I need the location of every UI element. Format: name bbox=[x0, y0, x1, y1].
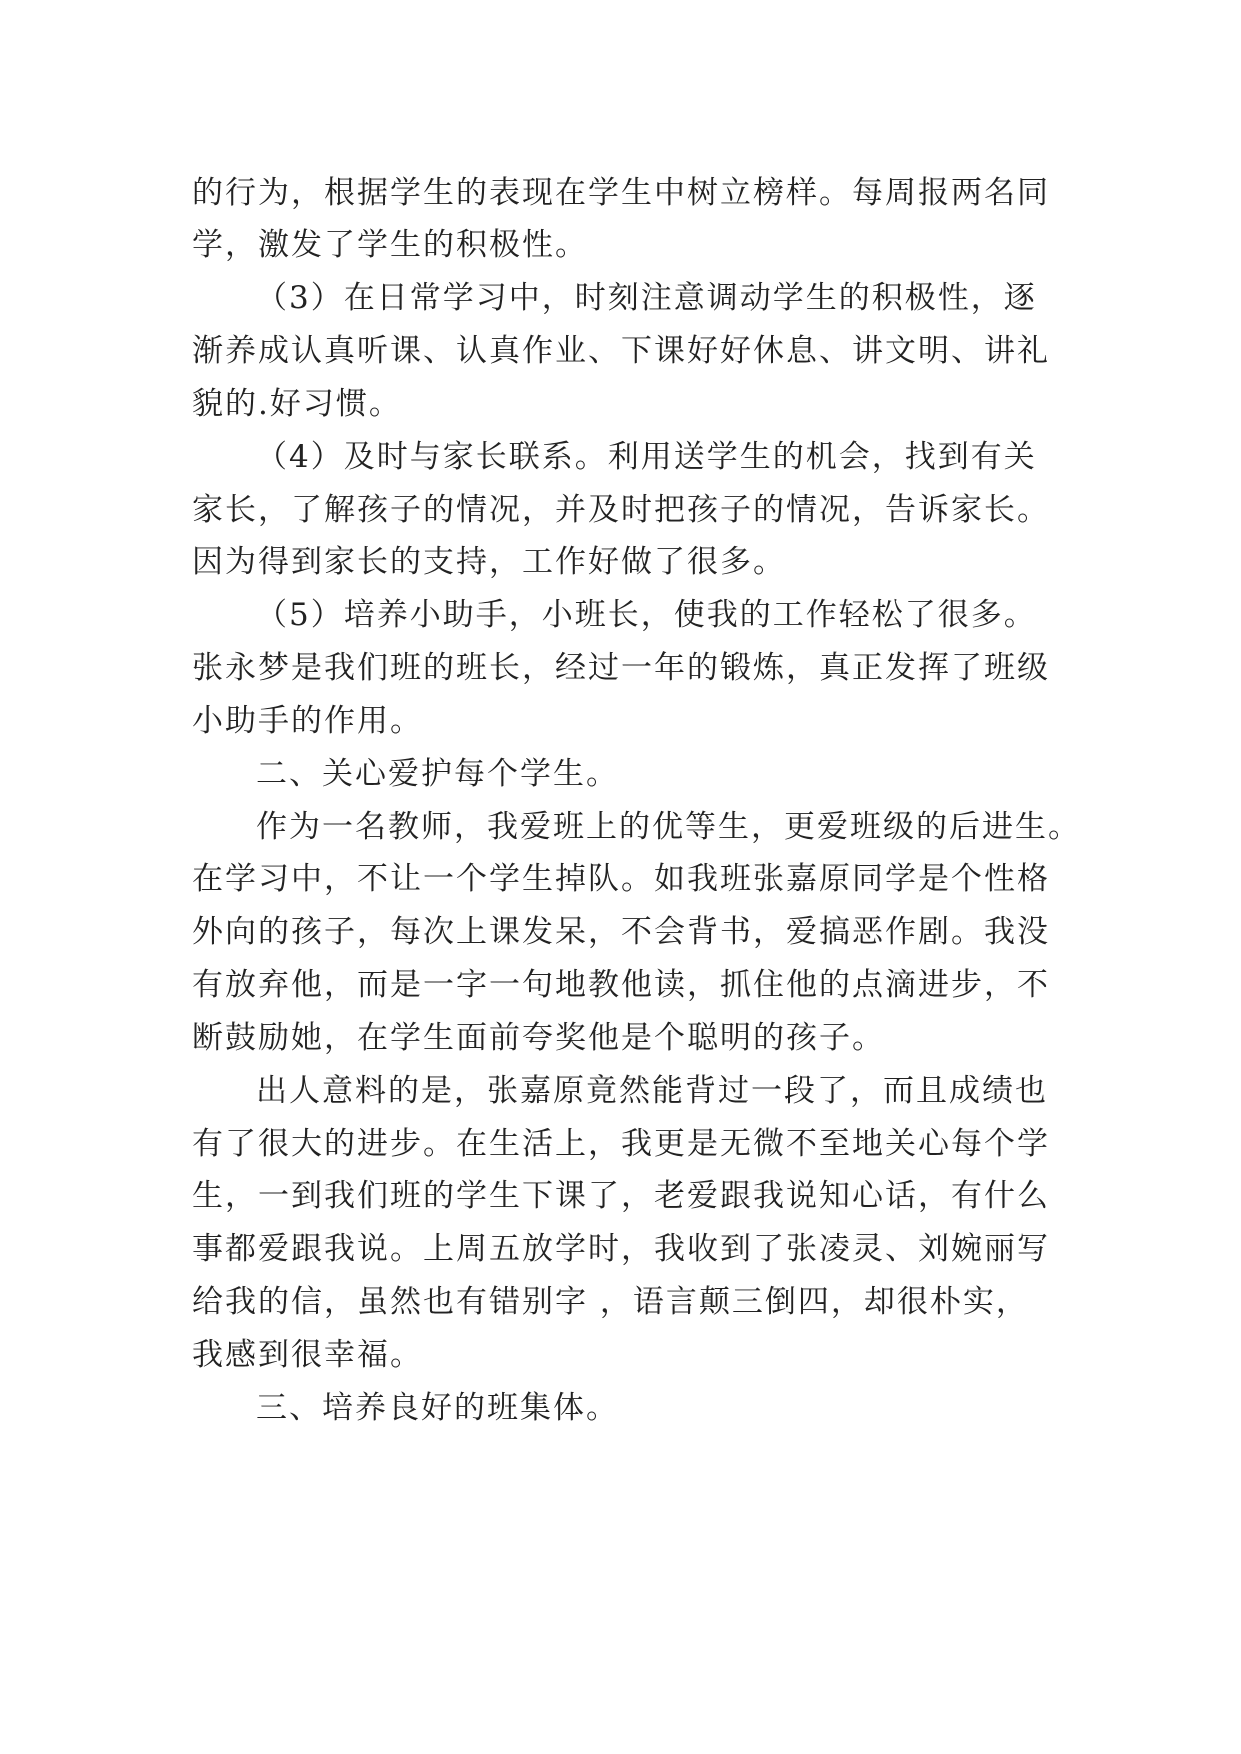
text-line: 学，激发了学生的积极性。 bbox=[192, 227, 588, 263]
text-line: 渐养成认真听课、认真作业、下课好好休息、讲文明、讲礼 bbox=[192, 333, 1050, 369]
paragraph-line: 出人意料的是，张嘉原竟然能背过一段了，而且成绩也 bbox=[256, 1073, 1048, 1109]
text-line: 的行为，根据学生的表现在学生中树立榜样。每周报两名同 bbox=[192, 175, 1050, 211]
text-line: 断鼓励她，在学生面前夸奖他是个聪明的孩子。 bbox=[192, 1020, 885, 1056]
paragraph-line: （3）在日常学习中，时刻注意调动学生的积极性，逐 bbox=[256, 280, 1037, 316]
text-line: 家长，了解孩子的情况，并及时把孩子的情况，告诉家长。 bbox=[192, 492, 1050, 528]
paragraph-line: （5）培养小助手，小班长，使我的工作轻松了很多。 bbox=[256, 597, 1037, 633]
text-line: 在学习中，不让一个学生掉队。如我班张嘉原同学是个性格 bbox=[192, 861, 1050, 897]
text-line: 事都爱跟我说。上周五放学时，我收到了张凌灵、刘婉丽写 bbox=[192, 1231, 1050, 1267]
text-line: 因为得到家长的支持，工作好做了很多。 bbox=[192, 544, 786, 580]
text-line: 有了很大的进步。在生活上，我更是无微不至地关心每个学 bbox=[192, 1126, 1050, 1162]
section-heading: 三、培养良好的班集体。 bbox=[256, 1390, 619, 1426]
section-heading: 二、关心爱护每个学生。 bbox=[256, 756, 619, 792]
text-line: 我感到很幸福。 bbox=[192, 1337, 423, 1373]
text-line: 有放弃他，而是一字一句地教他读，抓住他的点滴进步，不 bbox=[192, 967, 1050, 1003]
paragraph-line: （4）及时与家长联系。利用送学生的机会，找到有关 bbox=[256, 439, 1037, 475]
text-line: 张永梦是我们班的班长，经过一年的锻炼，真正发挥了班级 bbox=[192, 650, 1050, 686]
text-line: 外向的孩子，每次上课发呆，不会背书，爱搞恶作剧。我没 bbox=[192, 914, 1050, 950]
text-line: 小助手的作用。 bbox=[192, 703, 423, 739]
text-line: 生，一到我们班的学生下课了，老爱跟我说知心话，有什么 bbox=[192, 1178, 1050, 1214]
text-line: 给我的信，虽然也有错别字 ，语言颠三倒四，却很朴实， bbox=[192, 1284, 1029, 1320]
text-line: 貌的.好习惯。 bbox=[192, 386, 402, 422]
paragraph-line: 作为一名教师，我爱班上的优等生，更爱班级的后进生。 bbox=[256, 809, 1081, 845]
